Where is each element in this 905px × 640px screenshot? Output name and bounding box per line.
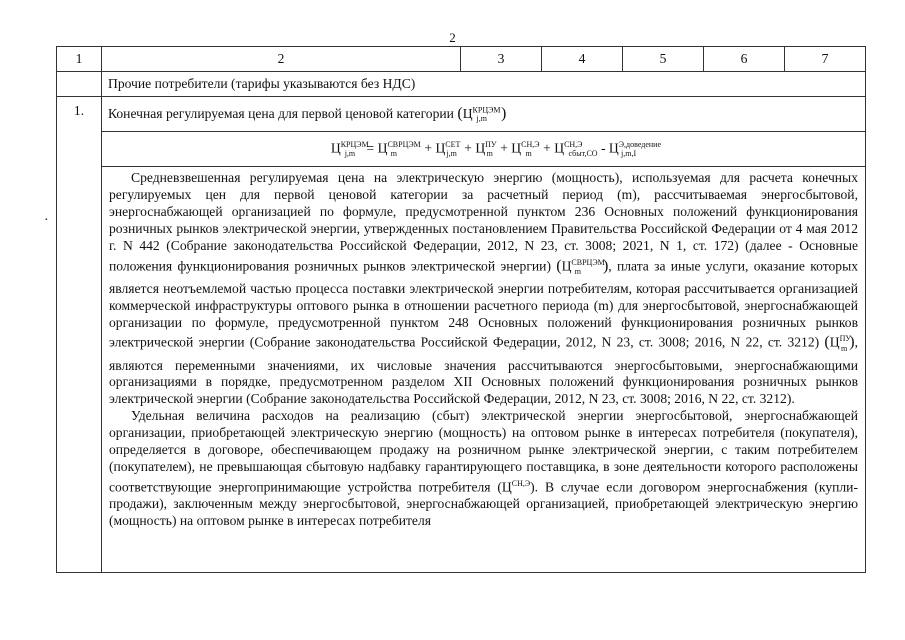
p1-paren-open-2: (: [824, 333, 830, 351]
p1-text-b: , плата за иные услуги, оказание которых является неотъемлемой частью процесса поставки электрической энергии потребителям, которая рассчитывается организацией коммерческой инфраструктуры оптового рынка в отношении расчетного периода (m) для энергосбытовой, энергоснабжающей организации по формуле, предусмотренной пунктом 248 Основных положений функционирования розничных рынков электрической энергии (Собрание законодательства Российской Федерации, 2012, N 23, ст. 3008; 2016, N 22, ст. 3212): [109, 258, 859, 350]
title-sup: КРЦЭМ: [472, 105, 501, 115]
formula-lhs-sub: j,m: [344, 149, 356, 159]
table-header-row: [57, 47, 866, 72]
formula-t4: + Ц: [500, 140, 522, 156]
p2-symbol-sup: СН,Э: [511, 478, 531, 488]
p1-text-c: , являются переменными значениями, их числовые значения рассчитываются энергосбытовыми, энергоснабжающими организациями в порядке, предусмотренном разделом XII Основных положений функционирования розничных рынков электрической энергии (Собрание законодательства Российской Федерации, 2012, N 23, ст. 3008; 2016, N 22, ст. 3212).: [109, 334, 858, 407]
formula-cell: [102, 132, 866, 167]
formula-t4-sup: СН,Э: [521, 139, 540, 149]
p1-symbol-2-sub: m: [841, 343, 848, 353]
formula-t6: - Ц: [600, 140, 619, 156]
formula-t1: Ц: [377, 140, 388, 156]
paragraph-2: [109, 408, 858, 530]
formula-t3-sup: ПУ: [485, 139, 497, 149]
page-number: 2: [449, 30, 456, 45]
paren-open: (: [457, 104, 463, 122]
formula-t2: + Ц: [424, 140, 446, 156]
title-sub: j,m: [476, 114, 487, 124]
section-row: [57, 72, 866, 97]
formula-eq: =: [366, 140, 375, 156]
section-title: Прочие потребители (тарифы указываются без НДС): [102, 72, 866, 97]
header-col-7: 7: [785, 47, 866, 72]
formula-t3: + Ц: [464, 140, 486, 156]
tariff-table: [56, 46, 866, 573]
paren-close: ): [500, 104, 507, 122]
formula-t4-sub: m: [525, 149, 532, 159]
formula-t6-sub: j,m,I: [621, 149, 637, 159]
paragraph-1: [109, 170, 858, 408]
header-col-4: 4: [542, 47, 623, 72]
row-1-title-cell: [102, 97, 866, 132]
body-row: [57, 167, 866, 573]
formula-t2-sup: СЕТ: [445, 139, 461, 149]
formula-t5: + Ц: [543, 140, 565, 156]
p1-symbol-1-sub: m: [574, 266, 581, 276]
margin-mark: ·: [44, 213, 49, 228]
formula-t1-sub: m: [390, 149, 397, 159]
p1-paren-close-1: ): [602, 257, 609, 275]
p1-text-a: Средневзвешенная регулируемая цена на электрическую энергию (мощность), используемая для расчета конечных регулируемых цен для первой ценовой категории за расчетный период (m), рассчитываемая энергосбытовой, энергоснабжающей организацией по формуле, предусмотренной пунктом 236 Основных положений функционирования розничных рынков электрической энергии, утвержденных постановлением Правительства Российской Федерации от 4 мая 2012 г. N 442 (Собрание законодательства Российской Федерации, 2012, N 23, ст. 3008; 2021, N 1, ст. 172) (далее - Основные положения функционирования розничных рынков электрической энергии): [109, 170, 858, 274]
row-1-title-text: Конечная регулируемая цена для первой ценовой категории: [108, 105, 454, 121]
p1-paren-open-1: (: [556, 257, 562, 275]
p2-text-b: ). В случае если договором энергоснабжения (купли-продажи), заключенным между энергосбытовой, энергоснабжающей организацией, приобретающей электрическую энергию (мощность) на оптовом рынке в интересах потребителя: [109, 479, 858, 529]
p2-text-a: Удельная величина расходов на реализацию (сбыт) электрической энергии энергосбытовой, энергоснабжающей организации, приобретающей электрическую энергию (мощность) на оптовом рынке в интересах потребителя (покупателя), определяется в договоре, обеспечивающем продажу на розничном рынке электрической энергии, с таким потребителем (покупателем), не превышающая сбытовую надбавку гарантирующего поставщика, в зоне деятельности которого расположены соответствующие энергопринимающие устройства потребителя (: [109, 408, 858, 495]
formula-row: [57, 132, 866, 167]
formula-t3-sub: m: [486, 149, 493, 159]
header-col-6: 6: [704, 47, 785, 72]
row-1-title: [57, 97, 866, 132]
formula-lhs: Ц: [330, 140, 341, 156]
formula-t5-sub: сбыт,СО: [568, 149, 598, 159]
p1-paren-close-2: ): [849, 333, 855, 351]
header-col-5: 5: [623, 47, 704, 72]
header-col-1: 1: [57, 47, 102, 72]
p1-symbol-1: Ц: [561, 258, 572, 274]
p1-symbol-2: Ц: [829, 334, 840, 350]
title-symbol: Ц: [462, 105, 473, 121]
formula-t5-sup: СН,Э: [564, 139, 583, 149]
p1-symbol-2-sup: ПУ: [839, 334, 852, 344]
section-num-cell: [57, 72, 102, 97]
row-1-number: 1.: [57, 97, 102, 573]
p1-symbol-1-sup: СВРЦЭМ: [571, 257, 605, 267]
body-cell: [102, 167, 866, 573]
header-col-3: 3: [461, 47, 542, 72]
p2-symbol: Ц: [501, 479, 512, 495]
formula-t6-sup: Э,доведение: [618, 139, 661, 149]
formula-lhs-sup: КРЦЭМ: [340, 139, 369, 149]
formula-t2-sub: j,m: [446, 149, 457, 159]
header-col-2: 2: [102, 47, 461, 72]
formula-t1-sup: СВРЦЭМ: [387, 139, 421, 149]
